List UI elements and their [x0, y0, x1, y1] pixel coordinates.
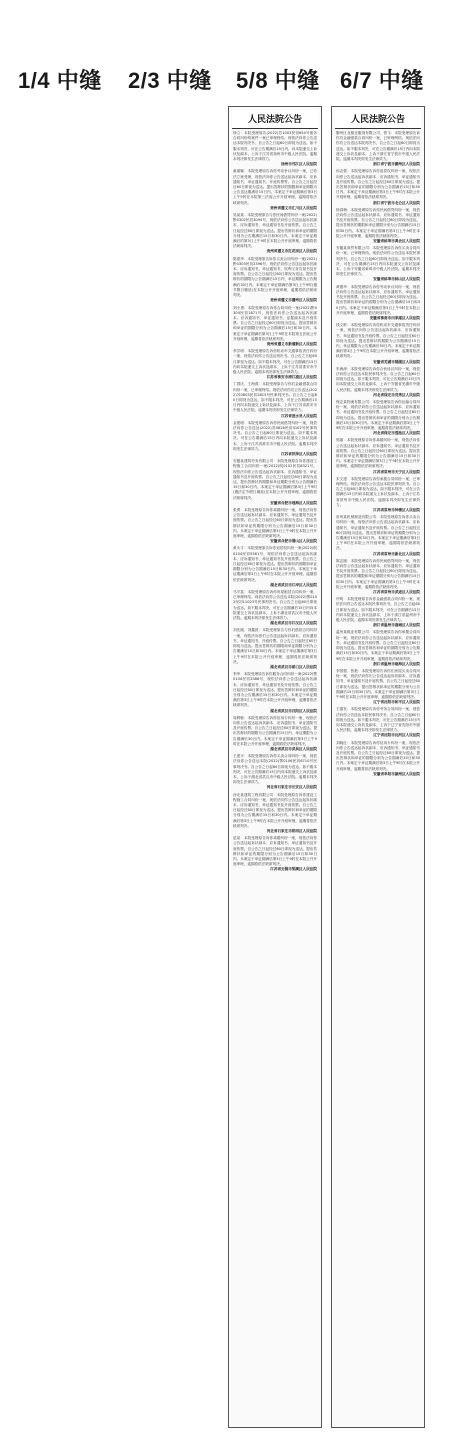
notice-column-5-8: [228, 106, 322, 1428]
notice-court: 江苏省常州市天宁区人民法院: [373, 469, 420, 474]
notice-text: 许明：本院受理原告诉你金融借款合同纠纷一案，现依法向你公告送达本院民事判决书。自公告之日起60日即视为送达。如不服本判决，可在公告期满后15日内向本院递交上诉状及副本，上诉于浙江省温州市中级人民法院。逾期本判决即发生法律效力。: [336, 597, 420, 623]
notice-text: 徐立：本院受理原告(2022)苏1003民初654号债务合同纠纷的案件一案已审理终结。现依法向你公告送达本院判决书，自公告之日起60日即视为送达。如不服本判决，可在公告期满后15日内，向本院递交上诉状及副本，上诉于江苏省扬州市中级人民法院。逾期本判决即发生法律效力。: [233, 131, 317, 162]
notice-text: 鄞州区北极光服饰有限公司、蔡飞：本院受理原告诉你们金融借款合同纠纷一案，已审理终结。现依法向你们公告送达本院判决书，自公告之日起60日即视为送达。如不服本判决，可在公告期满后15日内向本院递交上诉状及副本，上诉于浙江省宁波市中级人民法院。逾期本判决即发生法律效力。: [336, 131, 420, 162]
notice-item: [336, 131, 420, 167]
notice-court: 浙江省温州市鹿城区人民法院: [373, 623, 420, 628]
notice-court: 湖北省武汉市硚口区人民法院: [270, 664, 317, 669]
notice-court: 江苏省洪泽区人民法院: [281, 451, 317, 456]
notice-court: 安徽省淮南市田家庵区人民法院: [369, 315, 420, 320]
notice-text: 安徽某商贸有限公司：本院受理原告诉你买卖合同纠纷一案，已审理终结。现依法向你公告送达本院民事判决书。自公告之日起60日即视为送达。如不服本判决，可在公告期满后15日内向本院递交上诉状及副本，上诉于安徽省蚌埠市中级人民法院。逾期本判决即发生法律效力。: [336, 246, 420, 277]
notice-text: 王德发：本院受理原告诉你劳务合同纠纷一案，现依法向你公告送达本院民事判决书。自公告之日起60日即视为送达。如不服本判决，可在公告期满后15日内向本院递交上诉状及副本，上诉于辽宁省沈阳市中级人民法院。逾期本判决即发生法律效力。: [336, 707, 420, 733]
notice-text: 刘晓红：本院受理原告诉你信用卡纠纷一案，现依法向你公告送达起诉状副本、应诉通知书、举证通知书及开庭传票。自公告之日起经过60日即视为送达。提出答辩状和举证的期限分别为公告期满后15日和30日内。本案定于举证期满后第3日上午9时在本院公开开庭审理，逾期将依法缺席判决。: [336, 740, 420, 771]
notice-text: 郭丽：本院受理原告诉你离婚纠纷一案，现依法向你公告送达起诉状副本、应诉通知书、举证通知书及开庭传票。自公告之日起经过60日即视为送达。提出答辩状和举证的期限分别为公告期满后15日和30日内。本案定于举证期满后第3日上午9时在本院公开开庭审理，逾期将依法缺席判决。: [336, 438, 420, 469]
column-title: 人民法院公告: [232, 110, 318, 129]
notice-item: [233, 590, 317, 626]
notice-court: 河北省石家庄市长安区人民法院: [266, 785, 317, 790]
notice-text: 常州某机械制造有限公司：本院受理原告诉你买卖合同纠纷一案，现依法向你公告送达起诉状副本、应诉通知书、举证通知书及开庭传票。自公告之日起经过60日即视为送达。提出答辩状和举证的期限分别为公告期满后15日和30日内。本案定于举证期满后第3日上午9时在本院公开开庭审理，逾期将依法缺席判决。: [336, 515, 420, 551]
notice-item: [233, 628, 317, 670]
notice-text: 温州某鞋业有限公司：本院受理原告诉你承揽合同纠纷一案，现依法向你公告送达起诉状副本、应诉通知书、举证通知书及开庭传票。自公告之日起经过60日即视为送达。提出答辩状和举证的期限分别为公告期满后15日和30日内。本案定于举证期满后第3日上午9时在本院公开开庭审理，逾期将依法缺席判决。: [336, 630, 420, 661]
fold-label-2-3: 2/3 中缝: [128, 68, 212, 93]
notice-text: 吴某某：本院受理原告与你民间借贷纠纷一案(2022)黔0302民初3094号，现依法向你公告送达起诉状副本、应诉通知书、举证通知书及开庭传票。自公告之日起经过60日即视为送达。提出答辩状和举证的期限分别为公告期满后15日和30日内。本案定于举证期满后的第3日上午9时在本院公开开庭审理，逾期将依法缺席判决。: [233, 213, 317, 249]
notice-text: 周利敏：本院受理原告诉你信用卡纠纷一案，现依法向你公告送达起诉状副本、应诉通知书、举证通知书及开庭传票。自公告之日起经过60日即视为送达。提出答辩状的期限为公告期满后15日内，举证期限为公告期满后30日内。本案定于举证期满后第3日上午9时在本院公开开庭审理，逾期将依法缺席判决。: [233, 715, 317, 746]
notice-court: 安徽省合肥市瑶海区人民法院: [270, 500, 317, 505]
notice-item: [233, 793, 317, 835]
notice-court: 江苏省常州市武进区人民法院: [373, 590, 420, 595]
notice-column-6-7: [331, 106, 425, 1428]
fold-labels: [0, 64, 450, 100]
notice-text: 马平富：本院受理原告诉你房屋租赁合同纠纷一案，已审理终结。现依法向你公告送达本院(2022)鄂0102民初11023号民事判决书。自公告之日起60日即视为送达。如不服本判决，可在公告期满后15日内向本院递交上诉状及副本，上诉于湖北省武汉市中级人民法院。逾期本判决即发生法律效力。: [233, 590, 317, 621]
notice-court: 河北省保定市竞秀区人民法院: [373, 392, 420, 397]
notice-court: 贵州省遵义市汇川区人民法院: [270, 205, 317, 210]
notice-court: 江苏省涟水县人民法院: [281, 413, 317, 418]
notice-item: [336, 323, 420, 365]
notice-court: 辽宁省沈阳市沈河区人民法院: [373, 733, 420, 738]
notice-text: 陈志刚：本院受理原告诉你民间借贷纠纷一案，现依法向你公告送达起诉状副本、应诉通知书、举证通知书及开庭传票。自公告之日起经过60日即视为送达。提出答辩状的期限和举证期限分别为公告期满后15日和30日内。本案定于举证期满后第3日上午9时在本院公开开庭审理，逾期将依法缺席判决。: [336, 558, 420, 589]
notice-court: 浙江省温州市瓯海区人民法院: [373, 661, 420, 666]
notice-item: [233, 754, 317, 790]
notice-text: 黄永才：本院受理原告诉你追偿权纠纷一案(2022)皖0104民初5561号，现依法向你公告送达起诉状副本、应诉通知书、举证通知书及开庭传票。自公告之日起经过60日即视为送达。提出答辩状的期限和举证期限分别为公告期满后15日和30日内。本案定于举证期满后第3日上午9时在本院公开开庭审理，逾期将依法缺席判决。: [233, 546, 317, 582]
notice-item: [233, 382, 317, 418]
notice-text: 王建平：本院受理原告诉你买卖合同纠纷一案，现依法向你公告送达本院(2022)鄂0106民初6710号民事判决书。自公告之日起60日即视为送达。如不服本判决，可在公告期满后15日内向本院递交上诉状及副本，上诉于湖北省武汉市中级人民法院。逾期本判决即发生法律效力。: [233, 754, 317, 785]
notice-text: 黄德华：本院受理原告诉你劳动争议纠纷一案，现依法向你公告送达起诉状副本、应诉通知书、举证通知书及开庭传票。自公告之日起经过60日即视为送达。提出答辩状和举证的期限分别为公告期满后15日和30日内。本案定于举证期满后第3日上午9时在本院公开开庭审理，逾期将依法缺席判决。: [336, 284, 420, 315]
notice-court: 河北省石家庄市桥西区人民法院: [266, 829, 317, 833]
column-title: 人民法院公告: [335, 110, 421, 129]
notice-text: 河北某建筑工程有限公司：本院受理原告诉你建设工程施工合同纠纷一案，现依法向你公告送达起诉状副本、应诉通知书、举证通知书及开庭传票。自公告之日起经过60日即视为送达。提出答辩状和举证的期限分别为公告期满后15日和30日内。本案定于举证期满后第3日上午9时在本院公开开庭审理，逾期将依法缺席判决。: [233, 792, 317, 828]
notice-item: [336, 246, 420, 282]
notice-text: 孙志强：本院受理原告诉你追偿权纠纷一案，现依法向你公告送达起诉状副本、应诉通知书、举证通知书及开庭传票。自公告之日起经过60日即视为送达。提出答辩状和举证的期限分别为公告期满后15日和30日内。本案定于举证期满后第3日上午9时在本院公开开庭审理，逾期将依法缺席判决。: [336, 169, 420, 200]
notice-item: [336, 597, 420, 628]
notice-item: [233, 459, 317, 506]
notice-item: [233, 508, 317, 544]
notice-text: 李国强、张艳：本院受理原告诉你们房屋买卖合同纠纷一案，现依法向你们公告送达起诉状副本、应诉通知书、举证通知书及开庭传票。自公告之日起经过60日即视为送达。提出答辩状和举证的期限分别为公告期满后15日和30日内。本案定于举证期满后第3日上午9时在本院公开开庭审理，逾期将依法缺席判决。: [336, 668, 420, 699]
notice-item: [336, 477, 420, 513]
notice-text: 钱文彬：本院受理原告诉你机动车交通事故责任纠纷一案，现依法向你公告送达起诉状副本、应诉通知书、举证通知书及开庭传票。自公告之日起经过60日即视为送达。提出答辩状的期限为公告期满后15日内，举证期限为公告期满后30日内。本案定于举证期满后第3日上午9时在本院公开开庭审理，逾期将依法缺席判决。: [336, 323, 420, 359]
notice-text: 刘先刚、刘鑫波：本院受理原告与你们借款合同纠纷一案，现依法向你们公告送达起诉状副本、应诉通知书、举证通知书、开庭传票。自公告之日起经过60日即视为送达。提出答辩状的期限和举证期限分别为公告期满后15日和30日内。本案定于举证期满后第3日上午9时在本院公开开庭审理，逾期将依法缺席判决。: [233, 628, 317, 664]
notice-court: 安徽省蚌埠市禹会区人民法院: [373, 239, 420, 244]
notice-court: 辽宁省沈阳市和平区人民法院: [373, 700, 420, 705]
notice-court: 湖北省武汉市武昌区人民法院: [270, 746, 317, 751]
notice-item: [336, 741, 420, 777]
notice-text: 丁国庆、王海燕：本院受理原告与你们金融借款合同纠纷一案，已审理终结。现依法向你们公告送达(2022)苏0803民初2815号民事判决书。自公告之日起60日即视为送达。如不服本判决，可在公告期满后15日内向本院递交上诉状及副本，上诉于江苏省淮安市中级人民法院。逾期本判决即发生法律效力。: [233, 382, 317, 413]
notice-court: 河北省保定市莲池区人民法院: [373, 431, 420, 436]
notice-item: [233, 131, 317, 167]
notice-court: 湖北省武汉市江岸区人民法院: [270, 582, 317, 587]
notice-item: [336, 169, 420, 205]
notice-item: [233, 257, 317, 304]
notice-court: 安徽省蚌埠市蚌山区人民法院: [373, 277, 420, 282]
notice-court: 江苏省常州市新北区人民法院: [373, 551, 420, 556]
notice-item: [336, 285, 420, 321]
notice-text: 杨春梅：本院受理原告诉你民间借贷纠纷一案，现依法向你公告送达起诉状副本、应诉通知书、举证通知书及开庭传票。自公告之日起经过60日即视为送达。提出答辩状的期限和举证期限分别为公告期满后15日和30日内。本案定于举证期满后第3日上午9时在本院公开开庭审理，逾期将依法缺席判决。: [336, 207, 420, 238]
notice-court: 江苏省无锡市梁溪区人民法院: [270, 867, 317, 872]
notice-court: 浙江省宁波市北仑区人民法院: [373, 200, 420, 205]
notice-item: [233, 169, 317, 211]
notice-item: [336, 400, 420, 436]
notice-item: [336, 630, 420, 666]
notice-item: [233, 836, 317, 872]
notice-court: 安徽省合肥市蜀山区人民法院: [270, 539, 317, 544]
notice-court: 贵州省遵义市红花岗区人民法院: [266, 249, 317, 254]
fold-label-6-7: 6/7 中缝: [340, 68, 424, 93]
notice-item: [336, 707, 420, 738]
notice-item: [336, 559, 420, 595]
fold-label-1-4: 1/4 中缝: [18, 68, 102, 93]
notice-item: [336, 367, 420, 398]
notice-court: 湖北省武汉市汉阳区人民法院: [270, 708, 317, 713]
notice-item: [233, 546, 317, 588]
notice-text: 保定某物流有限公司：本院受理原告诉你运输合同纠纷一案，现依法向你公告送达起诉状副本、应诉通知书、举证通知书及开庭传票。自公告之日起经过60日即视为送达。提出答辩状和举证的期限分别为公告期满后15日和30日内。本案定于举证期满后第3日上午9时在本院公开开庭审理，逾期将依法缺席判决。: [336, 399, 420, 430]
notice-text: 安徽某建筑劳务有限公司：本院受理原告诉你建设工程施工合同纠纷一案(2022)皖0102民初8321号，现依法向你公告送达起诉状副本、应诉通知书、举证通知书及开庭传票。自公告之日起经过60日即视为送达。提出答辩状的期限和举证期限分别为公告期满后15日和30日内。本案定于举证期满后第3日上午9时(遇法定节假日顺延)在本院公开开庭审理，逾期将依法缺席判决。: [233, 459, 317, 500]
notice-court: 江苏省常州市钟楼区人民法院: [373, 508, 420, 513]
notice-text: 李华：本院受理原告诉你服务合同纠纷一案(2022)鄂0104民初3388号，现依法向你公告送达起诉状副本、应诉通知书、举证通知书及开庭传票。自公告之日起经过60日即视为送达。提出答辩状和举证的期限分别为公告期满后15日和30日内。本案定于举证期满后第3日上午9时在本院公开开庭审理，逾期将依法缺席判决。: [233, 672, 317, 708]
notice-item: [233, 716, 317, 752]
notice-list: [336, 131, 420, 1427]
notice-item: [233, 421, 317, 457]
notice-court: 贵州省遵义市播州区人民法院: [270, 298, 317, 303]
notice-item: [336, 515, 420, 557]
notice-court: 湖北省武汉市江汉区人民法院: [270, 621, 317, 626]
notice-text: 金建明：本院受理原告诉你民间借贷纠纷一案，现依法向你公告送达(2022)苏0826民初4102号民事判决书。自公告之日起60日即视为送达。如不服本判决，可在公告期满后15日内向本院递交上诉状及副本，上诉于江苏省淮安市中级人民法院。逾期本判决即发生法律效力。: [233, 420, 317, 451]
notice-item: [336, 208, 420, 244]
notice-text: 宋文建：本院受理原告诉你承揽合同纠纷一案，已审理终结。现依法向你公告送达本院民事判决书。自公告之日起60日即视为送达。如不服本判决，可在公告期满后15日内向本院递交上诉状及副本，上诉于江苏省常州市中级人民法院。逾期本判决即发生法律效力。: [336, 476, 420, 507]
notice-court: 扬州市邗江区人民法院: [281, 162, 317, 167]
notice-item: [233, 672, 317, 714]
notice-text: 李学明：本院受理原告诉你机动车交通事故责任纠纷一案，现依法向你公告送达判决书。自公告之日起60日即视为送达。如不服本判决，可在公告期满后15日内向本院递交上诉状及副本，上诉于江苏省淮安市中级人民法院。逾期本判决即发生法律效力。: [233, 349, 317, 374]
notice-court: 浙江省宁波市鄞州区人民法院: [373, 162, 420, 167]
notice-court: 安徽省芜湖市镜湖区人民法院: [373, 359, 420, 364]
notice-list: [233, 131, 317, 1427]
notice-item: [233, 349, 317, 380]
notice-item: [233, 306, 317, 348]
notice-item: [336, 669, 420, 705]
notice-text: 朱海涛：本院受理原告诉你合伙协议纠纷一案，现依法向你公告送达本院民事判决书。自公告之日起60日即视为送达。如不服本判决，可在公告期满后15日内向本院递交上诉状及副本，上诉于安徽省芜湖市中级人民法院。逾期本判决即发生法律效力。: [336, 366, 420, 392]
fold-label-5-8: 5/8 中缝: [236, 68, 320, 93]
notice-court: 安徽省阜阳市颍州区人民法院: [373, 771, 420, 776]
notice-court: 江苏省淮安市清江浦区人民法院: [266, 375, 317, 380]
notice-text: 张勇：本院受理原告诉你离婚纠纷一案，现依法向你公告送达起诉状副本、应诉通知书、举证通知书及开庭传票。自公告之日起经过60日即视为送达。提出答辩状和举证的期限分别为公告期满后15日和30日内。本案定于举证期满后第3日上午9时在本院公开开庭审理，逾期将依法缺席判决。: [233, 508, 317, 539]
notice-item: [233, 213, 317, 255]
notice-text: 刘小勇：本院受理原告诉你合同纠纷一案(2022)黔0304民初1871号，现依法向你公告送达起诉状副本、应诉通知书、举证通知书、证据副本及开庭传票。自公告之日起经过60日即视为送达。提出答辩状和举证的期限分别为公告期满后15日和30日内。本案定于举证期满后第3日上午9时在本院第五法庭公开开庭审理，逾期将依法缺席判决。: [233, 305, 317, 341]
notice-item: [336, 438, 420, 474]
notice-court: 贵州省遵义市新蒲新区人民法院: [266, 341, 317, 346]
notice-text: 赵某：本院受理原告诉你离婚纠纷一案，现依法向你公告送达起诉状副本、应诉通知书、举证通知书及开庭传票。自公告之日起经过60日即视为送达。提出答辩状和举证的期限分别为公告期满后15日和30日内。本案定于举证期满后第3日上午9时在本院公开开庭审理，逾期将依法缺席判决。: [233, 836, 317, 867]
notice-text: 陈建华：本院受理原告诉你买卖合同纠纷一案(2022)黔0303民初2396号，现依法向你公告送达起诉状副本、应诉通知书、举证通知书、权利义务告知书及开庭传票。自公告之日起经过60日即视为送达。提出答辩状的期限为公告期满后15日内，举证期限为公告期满后30日内。本案定于举证期满后第3日上午9时(遇节假日顺延)在本院公开开庭审理，逾期将依法缺席判决。: [233, 256, 317, 298]
notice-text: 童丽娜：本院受理原告诉你劳动争议纠纷一案，已依法立案受理，现依法向你公告送达起诉状副本、应诉通知书、举证通知书、开庭传票等。自公告之日起经过60日即视为送达。提出答辩状的期限和举证期限为公告送达期满后15日内。本案定于举证期满后第3日上午9时在本院第三法庭公开开庭审理，逾期将依法缺席判决。: [233, 169, 317, 205]
